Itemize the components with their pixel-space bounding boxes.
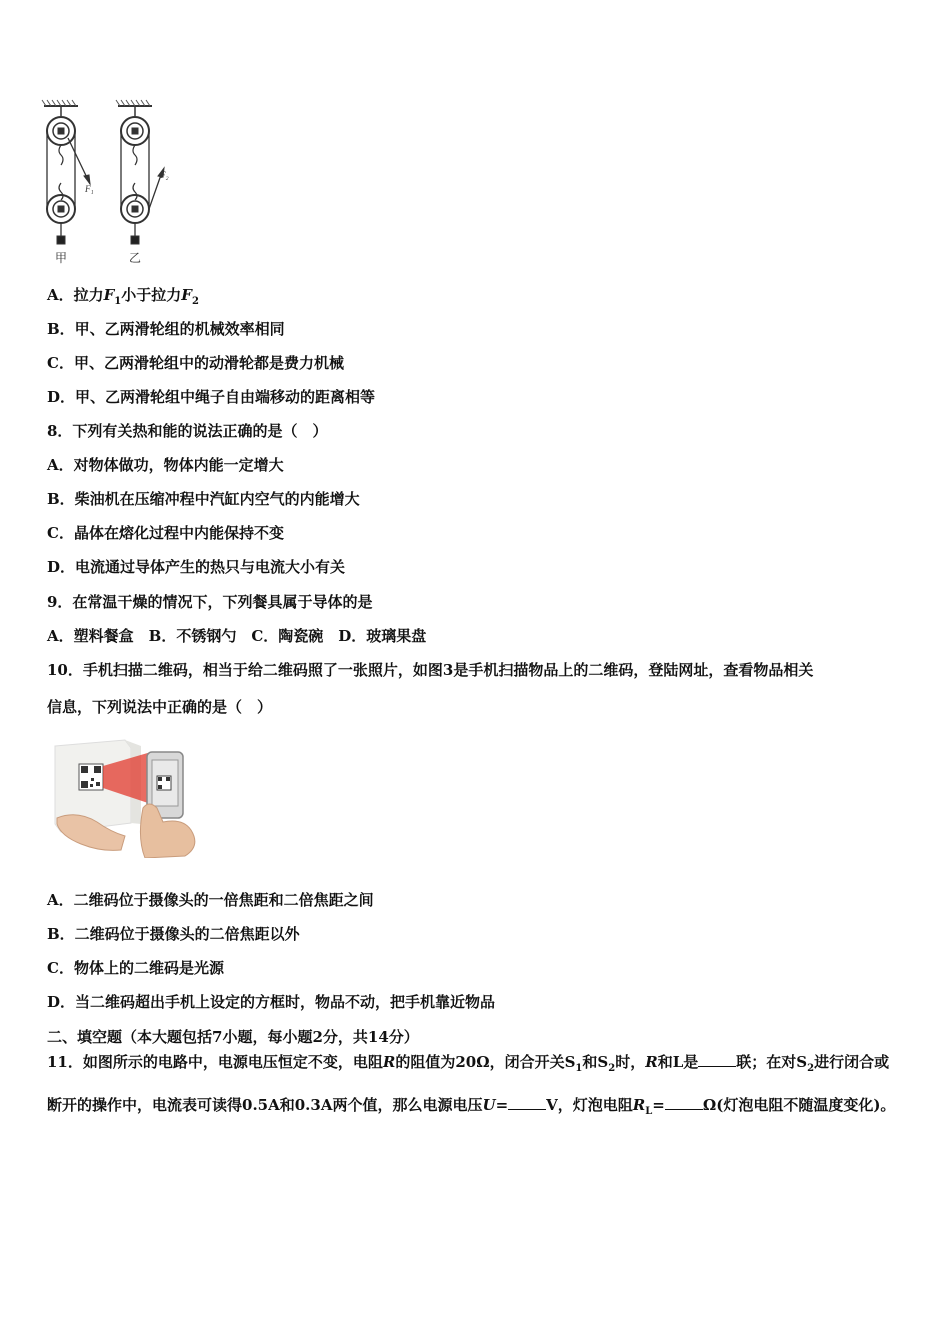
q10-stem-line2: 信息，下列说法中正确的是（ ） [47,698,273,716]
symbol-r-2: R [645,1053,658,1071]
force-f2: F [181,286,192,304]
ceiling-left [42,100,78,106]
pulley-label-a: 甲 [55,251,68,265]
pulley-system-b [121,106,164,244]
q8-option-c: C．晶体在熔化过程中内能保持不变 [47,524,284,542]
section-heading-fill-in: 二、填空题（本大题包括7小题，每小题2分，共14分） [47,1028,419,1046]
q10-option-d: D．当二维码超出手机上设定的方框时，物品不动，把手机靠近物品 [47,993,496,1011]
q10-option-a: A．二维码位于摄像头的一倍焦距和二倍焦距之间 [47,891,374,909]
q11-text-11: Ω(灯泡电阻不随温度变化)。 [702,1096,896,1114]
q11-text-6: 联；在对S [736,1053,808,1071]
symbol-rl: R [632,1096,646,1114]
q11-text-8: = [495,1096,509,1114]
q10-stem-line1: 10．手机扫描二维码，相当于给二维码照了一张照片，如图3是手机扫描物品上的二维码，登陆网址，查看物品相关 [47,661,814,679]
q7-option-a [47,285,199,312]
q11-text-5: 和L是 [657,1053,699,1071]
q11-stem [47,1044,903,1130]
q8-option-d: D．电流通过导体产生的热只与电流大小有关 [47,558,346,576]
q7-option-b: B．甲、乙两滑轮组的机械效率相同 [47,320,285,338]
switch-s2-sub: 2 [608,1063,616,1074]
force-f1: F [103,286,115,304]
pulley-label-b: 乙 [129,251,142,265]
q11-text-10: = [652,1096,665,1114]
pulley-force-a-label: F₁ [85,184,94,194]
q11-text-4: 时， [615,1053,646,1071]
q11-text-9: V，灯泡电阻 [546,1096,633,1114]
q7-option-d: D．甲、乙两滑轮组中绳子自由端移动的距离相等 [47,388,376,406]
pulley-figure [38,96,188,268]
q11-text-7: 进行闭合或断开的操作中，电流表可读得0.5A和0.3A两个值，那么电源电压 [47,1053,890,1114]
symbol-r: R [382,1053,396,1071]
q9-options: A．塑料餐盒 B．不锈钢勺 C．陶瓷碗 D．玻璃果盘 [47,627,427,645]
q7-a-text: A．拉力 [47,286,104,304]
blank-voltage[interactable] [508,1095,546,1110]
force-f2-sub: 2 [191,296,199,307]
force-f1-sub: 1 [114,296,122,307]
q10-option-b: B．二维码位于摄像头的二倍焦距以外 [47,925,300,943]
ceiling-right [116,100,152,106]
q8-option-b: B．柴油机在压缩冲程中汽缸内空气的内能增大 [47,490,360,508]
switch-s2-sub-2: 2 [807,1063,815,1074]
q8-stem: 8．下列有关热和能的说法正确的是（ ） [47,422,328,440]
q8-option-a: A．对物体做功，物体内能一定增大 [47,456,284,474]
q7-option-c: C．甲、乙两滑轮组中的动滑轮都是费力机械 [47,354,344,372]
symbol-rl-sub: L [645,1106,653,1117]
pulley-system-a [47,106,90,244]
q7-a-mid: 小于拉力 [121,286,182,304]
pulley-force-b-label: F₂ [160,170,169,180]
q9-stem: 9．在常温干燥的情况下，下列餐具属于导体的是 [47,593,373,611]
blank-bulb-resistance[interactable] [665,1095,703,1110]
q11-text-1: 11．如图所示的电路中，电源电压恒定不变，电阻 [47,1053,383,1071]
blank-connection-type[interactable] [698,1052,736,1067]
q11-text-2: 的阻值为20Ω，闭合开关S [395,1053,576,1071]
qr-scan-photo [47,738,202,858]
switch-s1-sub: 1 [575,1063,583,1074]
q11-text-3: 和S [582,1053,609,1071]
q10-option-c: C．物体上的二维码是光源 [47,959,224,977]
qr-code-icon [79,764,103,790]
symbol-u: U [482,1096,496,1114]
